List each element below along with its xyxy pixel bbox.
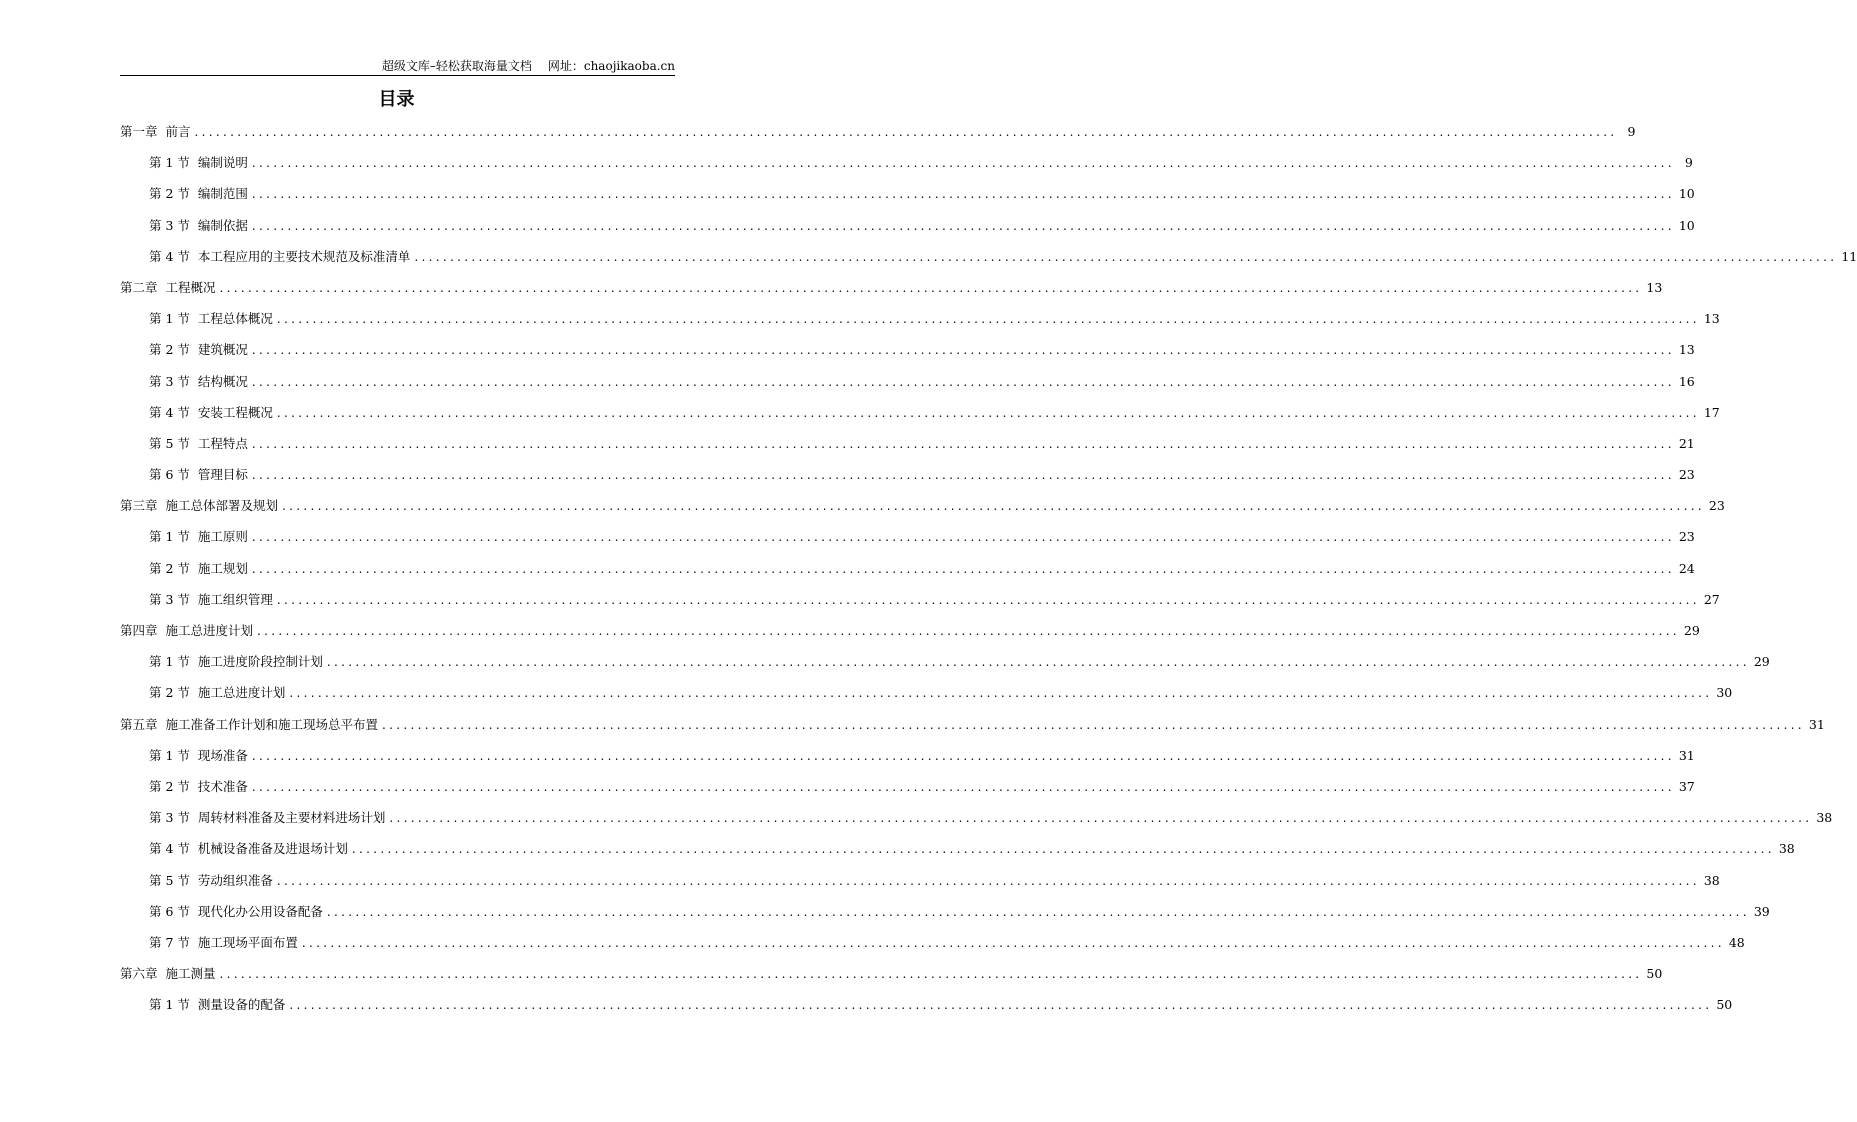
toc-page-number: 31 bbox=[1678, 747, 1695, 763]
toc-page-number: 13 bbox=[1678, 342, 1695, 358]
toc-entry-label bbox=[149, 839, 348, 859]
toc-page-number: 38 bbox=[1703, 872, 1720, 888]
toc-leader-dots: ........................................................................................................................................................................................................ bbox=[389, 811, 1813, 826]
toc-entry-label bbox=[149, 184, 248, 204]
toc-chapter-entry[interactable] bbox=[120, 621, 1700, 652]
toc-entry-label bbox=[120, 715, 378, 735]
toc-section-entry[interactable] bbox=[120, 403, 1720, 434]
toc-chapter-entry[interactable] bbox=[120, 278, 1663, 309]
toc-page-number: 23 bbox=[1708, 498, 1725, 514]
toc-leader-dots: ........................................................................................................................................................................................................ bbox=[382, 717, 1805, 732]
toc-section-entry[interactable] bbox=[120, 309, 1720, 340]
toc-page-number: 30 bbox=[1716, 685, 1733, 701]
toc-leader-dots: ........................................................................................................................................................................................................ bbox=[251, 436, 1675, 451]
toc-page-number: 50 bbox=[1716, 997, 1733, 1013]
header-site-name: 超级文库–轻松获取海量文档 bbox=[381, 59, 532, 73]
toc-entry-label bbox=[149, 434, 248, 454]
toc-entry-title: 编制说明 bbox=[197, 155, 248, 171]
toc-page-number: 23 bbox=[1678, 529, 1695, 545]
toc-leader-dots: ........................................................................................................................................................................................................ bbox=[251, 187, 1675, 202]
toc-section-entry[interactable] bbox=[120, 590, 1720, 621]
toc-entry-title: 工程概况 bbox=[165, 279, 216, 295]
toc-page-number: 27 bbox=[1703, 591, 1720, 607]
toc-leader-dots: ........................................................................................................................................................................................................ bbox=[301, 935, 1725, 950]
toc-entry-label bbox=[149, 902, 323, 922]
toc-entry-number: 第 1 节 bbox=[149, 747, 190, 763]
toc-entry-number: 第 4 节 bbox=[149, 841, 190, 857]
toc-entry-label bbox=[149, 309, 273, 329]
toc-leader-dots: ........................................................................................................................................................................................................ bbox=[257, 624, 1680, 638]
toc-page-number: 17 bbox=[1703, 404, 1720, 420]
toc-leader-dots: ........................................................................................................................................................................................................ bbox=[289, 686, 1713, 701]
toc-leader-dots: ........................................................................................................................................................................................................ bbox=[251, 343, 1675, 358]
toc-entry-label bbox=[149, 372, 248, 392]
toc-page-number: 38 bbox=[1778, 841, 1795, 857]
toc-section-entry[interactable] bbox=[120, 559, 1695, 590]
toc-leader-dots: ........................................................................................................................................................................................................ bbox=[251, 218, 1675, 233]
toc-entry-title: 施工进度阶段控制计划 bbox=[197, 654, 323, 670]
toc-entry-title: 施工规划 bbox=[197, 560, 248, 576]
toc-section-entry[interactable] bbox=[120, 683, 1733, 714]
toc-entry-title: 施工现场平面布置 bbox=[197, 934, 298, 950]
toc-section-entry[interactable] bbox=[120, 372, 1695, 403]
toc-section-entry[interactable] bbox=[120, 652, 1770, 683]
toc-section-entry[interactable] bbox=[120, 871, 1720, 902]
toc-leader-dots: ........................................................................................................................................................................................................ bbox=[276, 312, 1700, 327]
toc-entry-number: 第 1 节 bbox=[149, 311, 190, 327]
toc-page-number: 9 bbox=[1684, 155, 1693, 171]
toc-page-number: 10 bbox=[1678, 217, 1695, 233]
toc-entry-number: 第 1 节 bbox=[149, 654, 190, 670]
toc-entry-title: 安装工程概况 bbox=[197, 404, 273, 420]
toc-entry-label bbox=[149, 403, 273, 423]
toc-entry-label bbox=[149, 933, 298, 953]
toc-chapter-entry[interactable] bbox=[120, 964, 1663, 995]
toc-entry-number: 第 5 节 bbox=[149, 872, 190, 888]
toc-leader-dots: ........................................................................................................................................................................................................ bbox=[194, 125, 1618, 139]
toc-entry-number: 第 2 节 bbox=[149, 778, 190, 794]
toc-leader-dots: ........................................................................................................................................................................................................ bbox=[326, 904, 1750, 919]
toc-entry-number: 第 1 节 bbox=[149, 155, 190, 171]
toc-leader-dots: ........................................................................................................................................................................................................ bbox=[276, 592, 1700, 607]
toc-entry-label bbox=[149, 527, 248, 547]
toc-section-entry[interactable] bbox=[120, 247, 1857, 278]
toc-page-number: 10 bbox=[1678, 186, 1695, 202]
toc-leader-dots: ........................................................................................................................................................................................................ bbox=[219, 967, 1643, 982]
toc-entry-number: 第六章 bbox=[120, 966, 158, 982]
toc-entry-number: 第 2 节 bbox=[149, 186, 190, 202]
toc-section-entry[interactable] bbox=[120, 527, 1695, 558]
toc-entry-title: 施工总体部署及规划 bbox=[165, 498, 279, 514]
toc-entry-label bbox=[120, 964, 216, 984]
toc-section-entry[interactable] bbox=[120, 153, 1693, 184]
toc-entry-number: 第 4 节 bbox=[149, 248, 190, 264]
toc-entry-number: 第 7 节 bbox=[149, 934, 190, 950]
toc-entry-number: 第 3 节 bbox=[149, 591, 190, 607]
toc-entry-label bbox=[149, 995, 285, 1015]
header-url[interactable]: 网址：chaojikaoba.cn bbox=[547, 59, 675, 73]
toc-section-entry[interactable] bbox=[120, 340, 1695, 371]
toc-entry-number: 第三章 bbox=[120, 498, 158, 514]
toc-page-number: 11 bbox=[1841, 248, 1857, 264]
toc-entry-title: 现代化办公用设备配备 bbox=[197, 903, 323, 919]
toc-entry-title: 本工程应用的主要技术规范及标准清单 bbox=[197, 248, 411, 264]
toc-leader-dots: ........................................................................................................................................................................................................ bbox=[251, 468, 1675, 483]
toc-page-number: 24 bbox=[1678, 560, 1695, 576]
toc-entry-label bbox=[149, 777, 248, 797]
toc-page-number: 48 bbox=[1728, 934, 1745, 950]
toc-leader-dots: ........................................................................................................................................................................................................ bbox=[251, 530, 1675, 545]
toc-entry-title: 现场准备 bbox=[197, 747, 248, 763]
toc-entry-number: 第 3 节 bbox=[149, 217, 190, 233]
toc-entry-title: 建筑概况 bbox=[197, 342, 248, 358]
toc-entry-title: 编制范围 bbox=[197, 186, 248, 202]
toc-entry-title: 编制依据 bbox=[197, 217, 248, 233]
toc-entry-number: 第 6 节 bbox=[149, 903, 190, 919]
toc-chapter-entry[interactable] bbox=[120, 496, 1725, 527]
toc-entry-label bbox=[149, 746, 248, 766]
toc-entry-title: 结构概况 bbox=[197, 373, 248, 389]
toc-entry-label bbox=[149, 340, 248, 360]
toc-title: 目录 bbox=[378, 89, 415, 110]
toc-entry-number: 第 6 节 bbox=[149, 467, 190, 483]
toc-entry-title: 施工组织管理 bbox=[197, 591, 273, 607]
toc-page-number: 29 bbox=[1683, 623, 1700, 638]
toc-entry-title: 劳动组织准备 bbox=[197, 872, 273, 888]
toc-leader-dots: ........................................................................................................................................................................................................ bbox=[282, 499, 1705, 514]
header-text bbox=[382, 57, 675, 74]
toc-entry-label bbox=[149, 871, 273, 891]
toc-leader-dots: ........................................................................................................................................................................................................ bbox=[326, 655, 1750, 670]
toc-leader-dots: ........................................................................................................................................................................................................ bbox=[251, 156, 1675, 171]
page-header bbox=[120, 55, 675, 76]
toc-entry-number: 第一章 bbox=[120, 124, 158, 139]
toc-entry-title: 测量设备的配备 bbox=[197, 997, 286, 1013]
toc-entry-number: 第五章 bbox=[120, 716, 158, 732]
toc-entry-number: 第 3 节 bbox=[149, 810, 190, 826]
toc-entry-title: 施工总进度计划 bbox=[197, 685, 286, 701]
toc-entry-title: 管理目标 bbox=[197, 467, 248, 483]
toc-section-entry[interactable] bbox=[120, 902, 1770, 933]
toc-entry-number: 第四章 bbox=[120, 623, 158, 638]
toc-entry-label bbox=[149, 216, 248, 236]
toc-section-entry[interactable] bbox=[120, 995, 1733, 1026]
toc-leader-dots: ........................................................................................................................................................................................................ bbox=[289, 998, 1713, 1013]
toc-entry-title: 机械设备准备及进退场计划 bbox=[197, 841, 348, 857]
toc-page-number: 38 bbox=[1816, 810, 1833, 826]
toc-section-entry[interactable] bbox=[120, 933, 1745, 964]
toc-section-entry[interactable] bbox=[120, 434, 1695, 465]
toc-entry-number: 第 5 节 bbox=[149, 435, 190, 451]
toc-entry-number: 第 1 节 bbox=[149, 529, 190, 545]
toc-entry-title: 技术准备 bbox=[197, 778, 248, 794]
toc-entry-number: 第 1 节 bbox=[149, 997, 190, 1013]
toc-entry-label bbox=[120, 621, 253, 641]
toc-entry-title: 施工原则 bbox=[197, 529, 248, 545]
toc-entry-title: 工程特点 bbox=[197, 435, 248, 451]
toc-entry-label bbox=[149, 153, 248, 173]
toc-page-number: 9 bbox=[1627, 124, 1636, 139]
toc-chapter-entry[interactable] bbox=[120, 122, 1636, 153]
toc-leader-dots: ........................................................................................................................................................................................................ bbox=[276, 405, 1700, 420]
toc-chapter-entry[interactable] bbox=[120, 715, 1825, 746]
toc-entry-title: 前言 bbox=[165, 124, 191, 139]
toc-section-entry[interactable] bbox=[120, 465, 1695, 496]
toc-page-number: 31 bbox=[1808, 716, 1825, 732]
toc-entry-label bbox=[149, 465, 248, 485]
toc-section-entry[interactable] bbox=[120, 777, 1695, 808]
toc-page-number: 37 bbox=[1678, 778, 1695, 794]
toc-entry-label bbox=[120, 496, 278, 516]
toc-page-number: 13 bbox=[1703, 311, 1720, 327]
toc-entry-number: 第 2 节 bbox=[149, 342, 190, 358]
toc-entry-label bbox=[149, 247, 410, 267]
toc-section-entry[interactable] bbox=[120, 746, 1695, 777]
toc-leader-dots: ........................................................................................................................................................................................................ bbox=[219, 280, 1643, 295]
toc-leader-dots: ........................................................................................................................................................................................................ bbox=[251, 374, 1675, 389]
toc-entry-title: 工程总体概况 bbox=[197, 311, 273, 327]
toc-leader-dots: ........................................................................................................................................................................................................ bbox=[351, 842, 1775, 857]
toc-leader-dots: ........................................................................................................................................................................................................ bbox=[251, 748, 1675, 763]
toc-page-number: 21 bbox=[1678, 435, 1695, 451]
toc-entry-label bbox=[149, 683, 285, 703]
toc-leader-dots: ........................................................................................................................................................................................................ bbox=[251, 779, 1675, 794]
toc-page-number: 16 bbox=[1678, 373, 1695, 389]
toc-page-number: 13 bbox=[1646, 279, 1663, 295]
toc-page-number: 50 bbox=[1646, 966, 1663, 982]
toc-entry-label bbox=[149, 808, 385, 828]
toc-entry-number: 第 3 节 bbox=[149, 373, 190, 389]
toc-leader-dots: ........................................................................................................................................................................................................ bbox=[414, 249, 1838, 264]
toc-entry-number: 第 2 节 bbox=[149, 685, 190, 701]
toc-entry-label bbox=[149, 590, 273, 610]
toc-leader-dots: ........................................................................................................................................................................................................ bbox=[251, 561, 1675, 576]
toc-section-entry[interactable] bbox=[120, 216, 1695, 247]
toc-page-number: 29 bbox=[1753, 654, 1770, 670]
toc-page-number: 23 bbox=[1678, 467, 1695, 483]
toc-entry-title: 周转材料准备及主要材料进场计划 bbox=[197, 810, 386, 826]
toc-section-entry[interactable] bbox=[120, 839, 1795, 870]
toc-entry-number: 第二章 bbox=[120, 279, 158, 295]
toc-entry-label bbox=[149, 652, 323, 672]
toc-entry-label bbox=[120, 122, 191, 142]
toc-entry-title: 施工测量 bbox=[165, 966, 216, 982]
toc-entry-title: 施工总进度计划 bbox=[165, 623, 254, 638]
toc-entry-title: 施工准备工作计划和施工现场总平布置 bbox=[165, 716, 379, 732]
toc-entry-label bbox=[149, 559, 248, 579]
table-of-contents bbox=[120, 122, 1857, 1026]
toc-entry-number: 第 2 节 bbox=[149, 560, 190, 576]
toc-entry-label bbox=[120, 278, 216, 298]
toc-section-entry[interactable] bbox=[120, 184, 1695, 215]
toc-section-entry[interactable] bbox=[120, 808, 1833, 839]
toc-entry-number: 第 4 节 bbox=[149, 404, 190, 420]
toc-leader-dots: ........................................................................................................................................................................................................ bbox=[276, 873, 1700, 888]
toc-page-number: 39 bbox=[1753, 903, 1770, 919]
